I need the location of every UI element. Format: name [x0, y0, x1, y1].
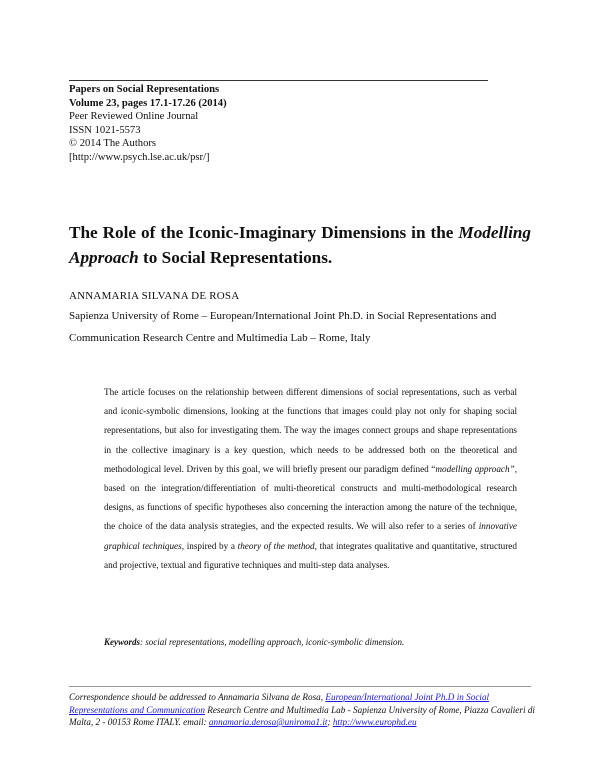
issn: ISSN 1021-5573	[69, 124, 141, 136]
abstract-italic-2: innovative graphical techniques,	[104, 521, 517, 551]
abstract-italic-3: theory of the method	[237, 540, 315, 551]
abstract-italic-1: modelling approach”	[435, 463, 515, 474]
phd-program-link[interactable]: European/International Joint Ph.D in Social Representations and Communication	[69, 692, 490, 715]
volume-info: Volume 23, pages 17.1-17.26 (2014)	[69, 97, 227, 109]
header-divider	[69, 80, 488, 81]
link-separator: ;	[327, 717, 333, 727]
title-part1: The Role of the Iconic-Imaginary Dimensions in the	[69, 223, 454, 242]
journal-name: Papers on Social Representations	[69, 84, 220, 95]
keywords-label: Keywords	[104, 637, 140, 647]
author-name: ANNAMARIA SILVANA DE ROSA	[69, 290, 240, 302]
website-link[interactable]: http://www.europhd.eu	[332, 717, 417, 727]
abstract-text-2: , based on the integration/differentiation of multi-theoretical constructs and multi-methodological research designs, as functions of specific hypotheses also concerning the interaction among the nature of the technique, the choice of the data analysis strategies, and the expected results. We will also refer to a series of	[104, 463, 517, 532]
journal-url: [http://www.psych.lse.ac.uk/psr/]	[69, 151, 210, 163]
abstract-text-3: inspired by a	[184, 540, 238, 551]
title-part2: to Social Representations.	[138, 248, 333, 267]
copyright: © 2014 The Authors	[69, 138, 157, 150]
correspondence-note	[69, 691, 539, 729]
abstract	[104, 383, 517, 575]
title-italic: Modelling Approach	[69, 223, 531, 267]
paper-title	[69, 220, 531, 270]
correspondence-prefix: Correspondence should be addressed to Annamaria Silvana de Rosa,	[69, 692, 326, 702]
author-affiliation: Sapienza University of Rome – European/International Joint Ph.D. in Social Representations and Communication Research Centre and Multimedia Lab – Rome, Italy	[69, 310, 497, 344]
footnote-divider	[69, 686, 531, 687]
email-link[interactable]: annamaria.derosa@uniroma1.it	[208, 717, 328, 727]
correspondence-address: Research Centre and Multimedia Lab - Sapienza University of Rome, Piazza Cavalieri di Malta, 2 - 00153 Rome ITALY. email:	[69, 704, 535, 727]
journal-header	[69, 83, 227, 165]
keywords	[104, 637, 404, 647]
abstract-text-4: , that integrates qualitative and quantitative, structured and projective, textual and figurative techniques and multi-step data analyses.	[104, 540, 517, 570]
keywords-text: : social representations, modelling approach, iconic-symbolic dimension.	[140, 637, 405, 647]
peer-review-note: Peer Reviewed Online Journal	[69, 111, 199, 123]
abstract-text-1: The article focuses on the relationship between different dimensions of social representations, such as verbal and iconic-symbolic dimensions, looking at the functions that images could play not only for shaping social representations, but also for investigating them. The way the images connect groups and shape representations in the collective imaginary is a key question, which needs to be addressed both on the theoretical and methodological level. Driven by this goal, we will briefly present our paradigm defined “	[104, 387, 517, 474]
